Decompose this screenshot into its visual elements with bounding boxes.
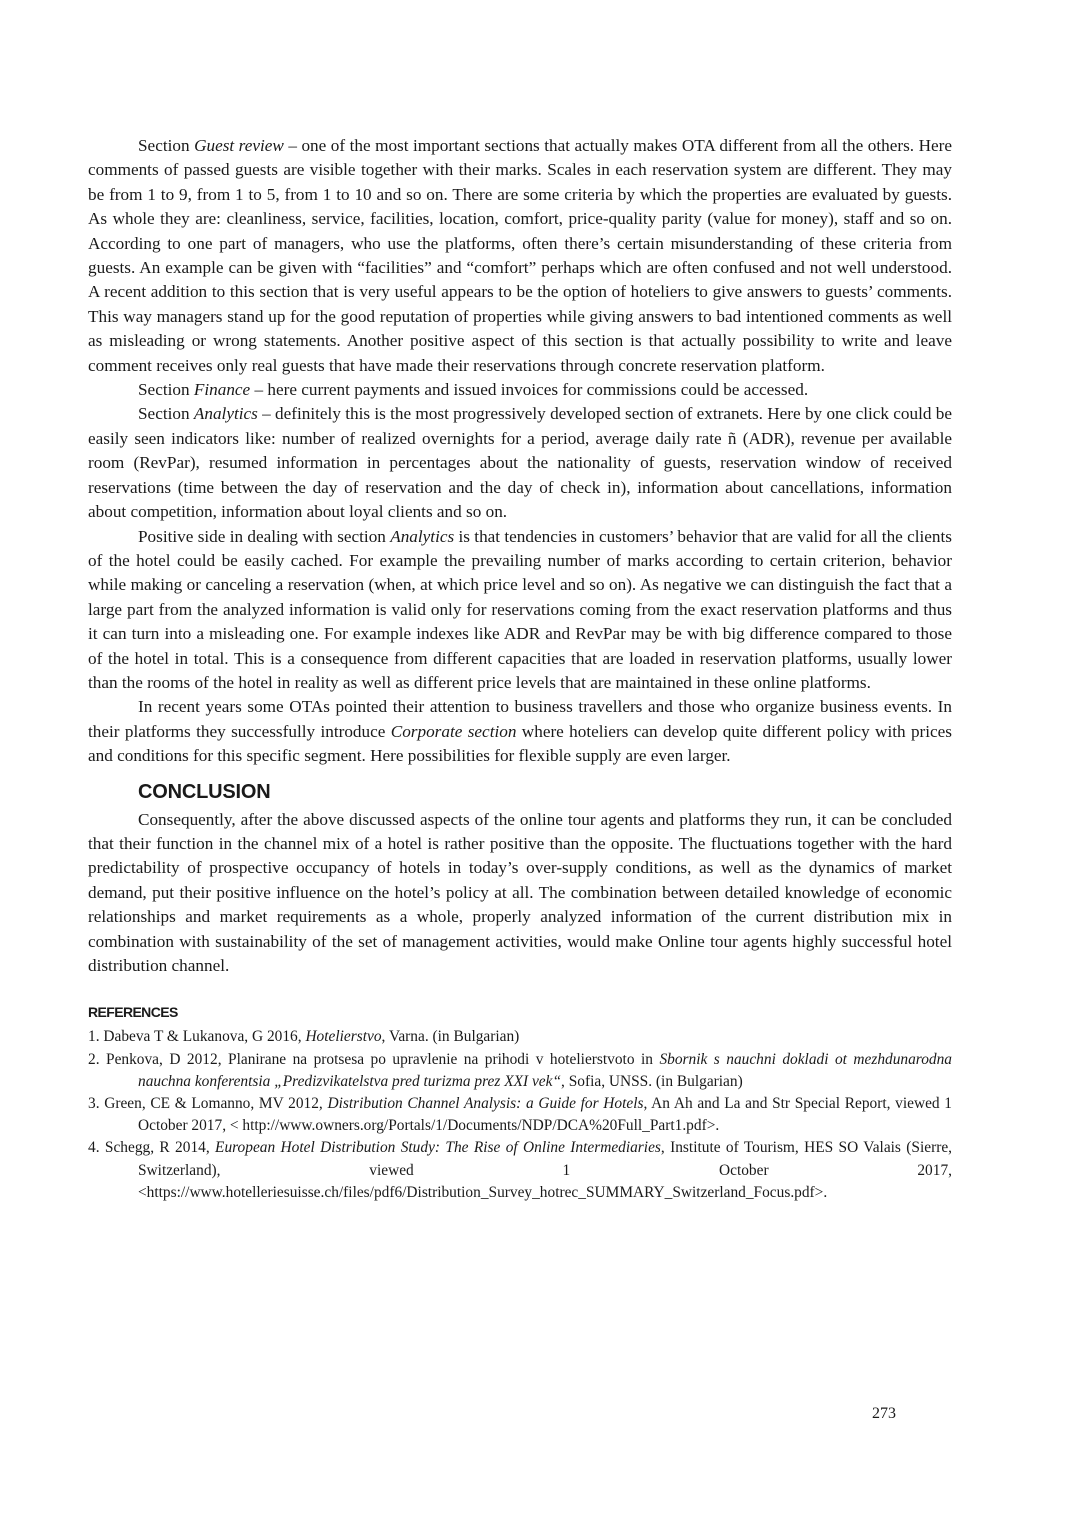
paragraph-analytics-positive: Positive side in dealing with section Analytics is that tendencies in customers’ behavior that are valid for all the clients of the hotel could be easily cached. For example the prevailing number of marks according to certain criterion, behavior while making or canceling a reservation (when, at which price level and so on). As negative we can distinguish the fact that a large part from the analyzed information is valid only for reservations coming from the exact reservation platforms and thus it can turn into a misleading one. For example indexes like ADR and RevPar may be with big difference compared to those of the hotel in total. This is a consequence from different capacities that are loaded in reservation platforms, usually lower than the rooms of the hotel in reality as well as different price levels that are maintained in these online platforms. <box>88 526 952 692</box>
conclusion-heading: CONCLUSION <box>138 780 271 803</box>
term-corporate-section: Corporate section <box>390 721 517 741</box>
term-analytics: Analytics <box>193 404 258 424</box>
paragraph-analytics: Section Analytics – definitely this is the most progressively developed section of extranets. Here by one click could be easily seen indicators like: number of realized overnights for a period, average daily rate ñ (ADR), revenue per available room (RevPar), resumed information in percentages about the nationality of guests, reservation window of received reservations (time between the day of reservation and the day of check in), information about cancellations, information about competition, information about loyal clients and so on. <box>88 404 953 522</box>
conclusion-paragraph: Consequently, after the above discussed aspects of the online tour agents and platforms they run, it can be concluded that their function in the channel mix of a hotel is rather positive than the opposite. The fluctuations together with the hard predictability of prospective occupancy of hotels in today’s over-supply conditions, as well as the dynamics of market demand, put their positive influence on the hotel’s policy at all. The combination between detailed knowledge of economic relationships and market requirements as a whole, properly analyzed information of the current distribution mix in combination with sustainability of the set of management activities, would make Online tour agents highly successful hotel distribution channel. <box>88 809 952 975</box>
page-number: 273 <box>872 1405 896 1422</box>
reference-item-1: 1. Dabeva T & Lukanova, G 2016, Hotelierstvo, Varna. (in Bulgarian) <box>88 1028 520 1046</box>
paragraph-finance: Section Finance – here current payments and issued invoices for commissions could be accessed. <box>138 380 809 400</box>
term-finance: Finance <box>193 380 251 400</box>
reference-item-2: 2. Penkova, D 2012, Planirane na protsesa po upravlenie na prihodi v hotelierstvoto in Sbornik s nauchni dokladi ot mezhdunarodna nauchna konferentsia „Predizvikatelstva pred turizma prez XXI vek“, Sofia, UNSS. (in Bulgarian) <box>88 1050 953 1090</box>
references-list <box>88 1026 952 1204</box>
term-guest-review: Guest review <box>194 136 284 155</box>
references-heading: REFERENCES <box>88 1004 178 1021</box>
reference-item-3: 3. Green, CE & Lomanno, MV 2012, Distribution Channel Analysis: a Guide for Hotels, An Ah and La and Str Special Report, viewed 1 October 2017, < http://www.owners.org/Portals/1/Documents/NDP/DCA%20Full_Part1.pdf>. <box>88 1095 952 1135</box>
reference-item-4: 4. Schegg, R 2014, European Hotel Distribution Study: The Rise of Online Intermediaries, Institute of Tourism, HES SO Valais (Sierre, Switzerland), viewed 1 October 2017, <https://www.hotelleriesuisse.ch/files/pdf6/Distribution_Survey_hotrec_SUMMARY_Switzerland_Focus.pdf>. <box>88 1139 953 1201</box>
term-analytics-2: Analytics <box>390 526 455 546</box>
paragraph-corporate: In recent years some OTAs pointed their attention to business travellers and those who organize business events. In their platforms they successfully introduce Corporate section where hoteliers can develop quite different policy with prices and conditions for this specific segment. Here possibilities for flexible supply are even larger. <box>88 697 952 766</box>
page-body <box>88 134 952 1204</box>
paragraph-guest-review: Section Guest review – one of the most important sections that actually makes OTA different from all the others. Here comments of passed guests are visible together with their marks. Scales in each reservation system are different. They may be from 1 to 9, from 1 to 5, from 1 to 10 and so on. There are some criteria by which the properties are evaluated by guests. As whole they are: cleanliness, service, facilities, location, comfort, price-quality parity (value for money), staff and so on. According to one part of managers, who use the platforms, often there’s certain misunderstanding of these criteria from guests. An example can be given with “facilities” and “comfort” perhaps which are often confused and not well understood. A recent addition to this section that is very useful appears to be the option of hoteliers to give answers to guests’ comments. This way managers stand up for the good reputation of properties while giving answers to bad intentioned comments as well as misleading or wrong statements. Another positive aspect of this section is that actually possibility to write and leave comment receives only real guests that have made their reservations through concrete reservation platform. <box>88 136 952 375</box>
